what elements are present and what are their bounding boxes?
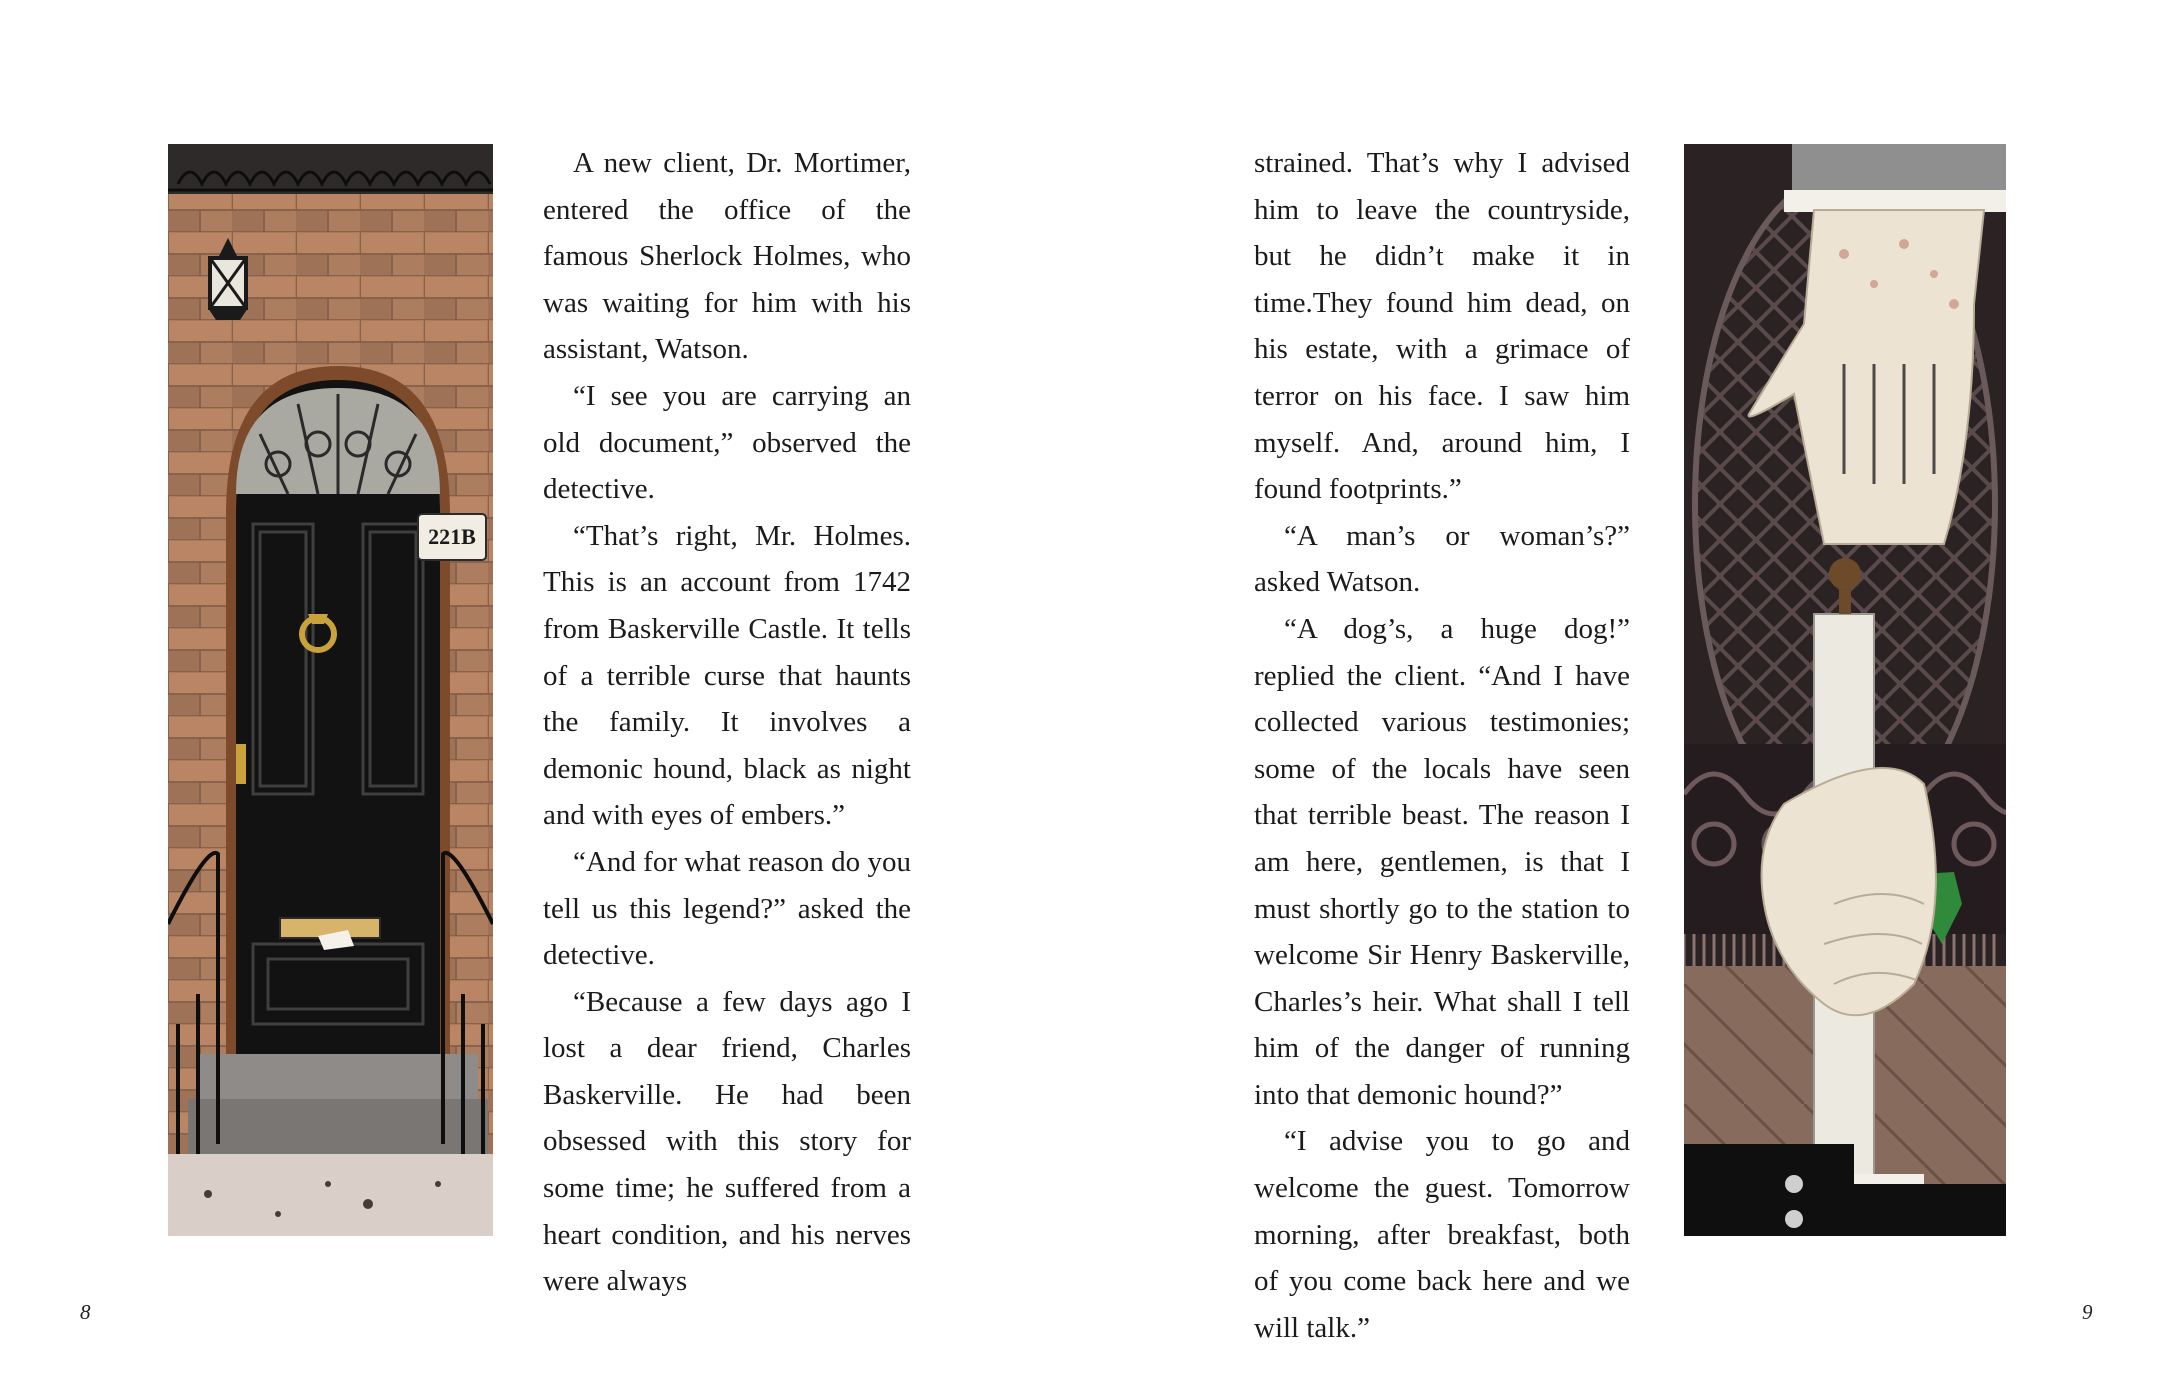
page-number: 8	[80, 1300, 91, 1324]
door-artwork	[168, 144, 493, 1236]
house-number-label: 221B	[428, 524, 476, 549]
left-page	[0, 0, 1085, 1400]
paragraph: “That’s right, Mr. Holmes. This is an account from 1742 from Baskerville Castle. It tells of a terrible curse that haunts the family. It involves a demonic hound, black as night and with eyes of embers.”	[543, 519, 911, 832]
paragraph: strained. That’s why I advised him to leave the countryside, but he didn’t make it in time.They found him dead, on his estate, with a grimace of terror on his face. I saw him myself. And, around him, I found footprints.”	[1254, 147, 1630, 506]
page-number: 9	[2082, 1300, 2093, 1324]
right-page-text	[1254, 140, 1630, 1351]
paragraph: A new client, Dr. Mortimer, entered the office of the famous Sherlock Holmes, who was waiting for him with his assistant, Watson.	[543, 147, 911, 366]
right-page	[1085, 0, 2170, 1400]
baker-street-door-illustration	[168, 144, 493, 1236]
left-page-text	[543, 140, 911, 1305]
hands-passing-scroll-illustration	[1684, 144, 2006, 1236]
hands-artwork	[1684, 144, 2006, 1236]
paragraph: “And for what reason do you tell us this legend?” asked the detective.	[543, 845, 911, 972]
paragraph: “I advise you to go and welcome the guest. Tomorrow morning, after breakfast, both of you come back here and we will talk.”	[1254, 1125, 1630, 1344]
paragraph: “A dog’s, a huge dog!” replied the client. “And I have collected various testimonies; some of the locals have seen that terrible beast. The reason I am here, gentlemen, is that I must shortly go to the station to welcome Sir Henry Baskerville, Charles’s heir. What shall I tell him of the danger of running into that demonic hound?”	[1254, 612, 1630, 1111]
paragraph: “Because a few days ago I lost a dear friend, Charles Baskerville. He had been obsessed with this story for some time; he suffered from a heart condition, and his nerves were always	[543, 985, 911, 1298]
paragraph: “I see you are carrying an old document,” observed the detective.	[543, 379, 911, 506]
paragraph: “A man’s or woman’s?” asked Watson.	[1254, 519, 1630, 599]
